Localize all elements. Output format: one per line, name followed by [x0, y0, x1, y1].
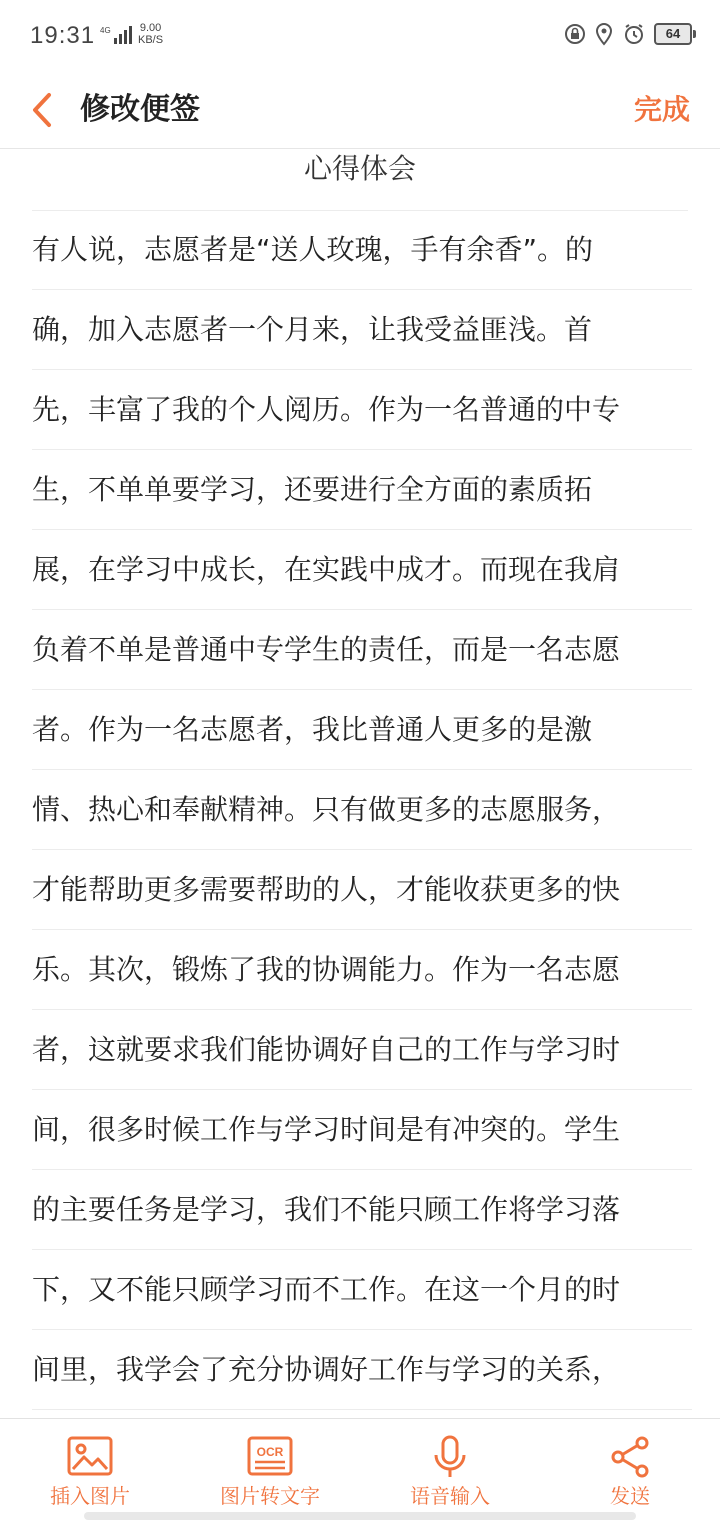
microphone-icon	[426, 1435, 474, 1479]
note-line[interactable]: 负着不单是普通中专学生的责任，而是一名志愿	[32, 610, 692, 690]
note-line[interactable]: 者。作为一名志愿者，我比普通人更多的是激	[32, 690, 692, 770]
signal-icon	[98, 24, 132, 46]
location-icon	[594, 22, 614, 46]
chevron-left-icon	[31, 92, 53, 128]
note-line[interactable]: 下，又不能只顾学习而不工作。在这一个月的时	[32, 1250, 692, 1330]
voice-input-label: 语音输入	[410, 1484, 490, 1508]
insert-image-label: 插入图片	[50, 1484, 130, 1508]
alarm-icon	[622, 22, 646, 46]
send-label: 发送	[610, 1484, 650, 1508]
rotation-lock-icon	[564, 23, 586, 45]
note-editor[interactable]	[0, 148, 720, 1418]
ocr-label: 图片转文字	[220, 1484, 320, 1508]
ocr-button[interactable]	[210, 1419, 330, 1521]
note-line[interactable]: 间里，我学会了充分协调好工作与学习的关系，	[32, 1330, 692, 1410]
note-line[interactable]: 者，这就要求我们能协调好自己的工作与学习时	[32, 1010, 692, 1090]
page-title: 修改便签	[80, 92, 200, 127]
voice-input-button[interactable]	[400, 1419, 500, 1521]
status-time: 19:31	[30, 22, 96, 49]
speed-value: 9.00	[139, 22, 162, 34]
insert-image-button[interactable]	[40, 1419, 140, 1521]
note-line[interactable]: 间，很多时候工作与学习时间是有冲突的。学生	[32, 1090, 692, 1170]
note-line[interactable]: 情、热心和奉献精神。只有做更多的志愿服务，	[32, 770, 692, 850]
note-line[interactable]: 展，在学习中成长，在实践中成才。而现在我肩	[32, 530, 692, 610]
home-indicator[interactable]	[84, 1512, 636, 1520]
network-speed	[138, 22, 163, 46]
send-button[interactable]	[590, 1419, 670, 1521]
note-line[interactable]: 生，不单单要学习，还要进行全方面的素质拓	[32, 450, 692, 530]
note-line[interactable]: 先，丰富了我的个人阅历。作为一名普通的中专	[32, 370, 692, 450]
ocr-icon-text: OCR	[256, 1445, 284, 1459]
battery-indicator: 64	[654, 23, 692, 45]
note-line[interactable]: 的主要任务是学习，我们不能只顾工作将学习落	[32, 1170, 692, 1250]
image-icon	[66, 1435, 114, 1479]
network-type-label: 4G	[100, 26, 111, 35]
note-line[interactable]: 有人说，志愿者是“送人玫瑰，手有余香”。的	[32, 210, 692, 290]
share-icon	[606, 1435, 654, 1479]
app-header	[0, 72, 720, 149]
done-button[interactable]: 完成	[633, 93, 690, 126]
back-button[interactable]	[22, 82, 62, 138]
note-title[interactable]: 心得体会	[32, 148, 688, 211]
status-icons	[564, 22, 692, 46]
bottom-toolbar	[0, 1418, 720, 1521]
note-line[interactable]: 乐。其次，锻炼了我的协调能力。作为一名志愿	[32, 930, 692, 1010]
speed-unit: KB/S	[138, 34, 164, 46]
note-line[interactable]: 确，加入志愿者一个月来，让我受益匪浅。首	[32, 290, 692, 370]
note-line[interactable]: 才能帮助更多需要帮助的人，才能收获更多的快	[32, 850, 692, 930]
ocr-icon	[246, 1435, 294, 1479]
status-bar	[0, 0, 720, 72]
